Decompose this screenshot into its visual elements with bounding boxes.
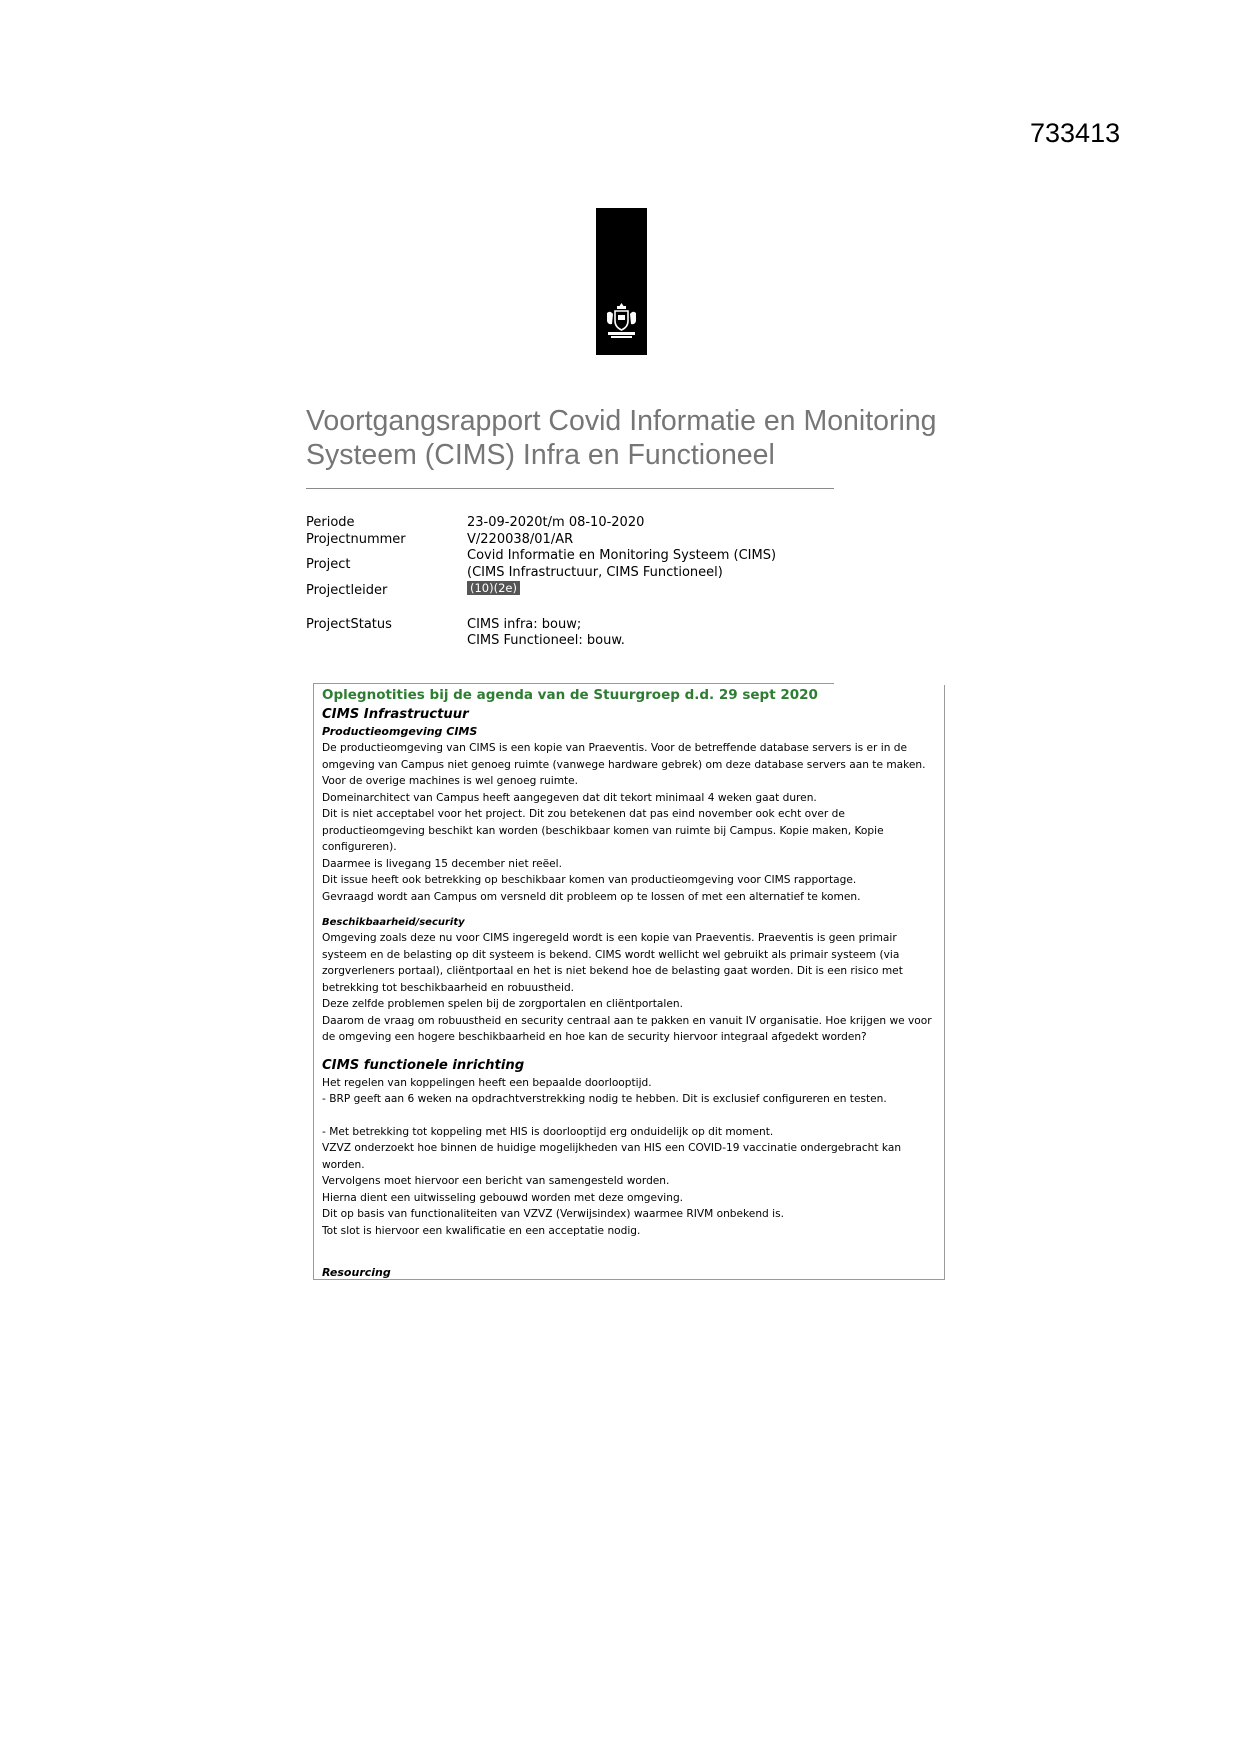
document-number: 733413 (1030, 118, 1121, 148)
paragraph: Dit issue heeft ook betrekking op beschikbaar komen van productieomgeving voor CIMS rapportage. (322, 874, 857, 886)
section-title-resourcing: Resourcing (322, 1266, 391, 1279)
paragraph: Deze zelfde problemen spelen bij de zorgportalen en cliëntportalen. (322, 998, 683, 1010)
redaction-badge: (10)(2e) (467, 581, 520, 595)
project-value-line1: Covid Informatie en Monitoring Systeem (CIMS) (467, 548, 777, 563)
spacer (322, 905, 937, 915)
subsection-beschikbaarheid: Beschikbaarheid/security (322, 917, 465, 928)
dutch-coat-of-arms-icon (604, 301, 639, 341)
projectnummer-label: Projectnummer (306, 532, 406, 547)
paragraph: - Met betrekking tot koppeling met HIS is doorlooptijd erg onduidelijk op dit moment. (322, 1125, 774, 1138)
spacer (322, 1239, 937, 1255)
paragraph: Daarmee is livegang 15 december niet reëel. (322, 857, 562, 870)
section-title-infra: CIMS Infrastructuur (322, 707, 469, 722)
paragraph: Dit is niet acceptabel voor het project. Dit zou betekenen dat pas eind november ook echt over de productieomgeving beschikt kan worden (beschikbaar komen van ruimte bij Campus. Kopie maken, Kopie configureren). (322, 808, 884, 853)
section-title-functioneel: CIMS functionele inrichting (322, 1057, 525, 1073)
rijksoverheid-logo (596, 208, 647, 355)
projectstatus-label: ProjectStatus (306, 617, 392, 632)
document-title: Voortgangsrapport Covid Informatie en Monitoring Systeem (CIMS) Infra en Functioneel (306, 405, 937, 471)
periode-label: Periode (306, 515, 355, 530)
spacer (322, 1046, 937, 1056)
paragraph: Hierna dient een uitwisseling gebouwd worden met deze omgeving. (322, 1191, 684, 1204)
paragraph: Dit op basis van functionaliteiten van VZVZ (Verwijsindex) waarmee RIVM onbekend is. (322, 1208, 784, 1220)
paragraph: VZVZ onderzoekt hoe binnen de huidige mogelijkheden van HIS een COVID-19 vaccinatie ondergebracht kan worden. (322, 1142, 902, 1171)
paragraph: Omgeving zoals deze nu voor CIMS ingeregeld wordt is een kopie van Praeventis. Praeventis is geen primair systeem en de belasting op dit systeem is bekend. CIMS wordt wellicht wel gebruikt als primair systeem (via zorgverleners portaal), cliëntportaal en het is niet bekend hoe de belasting gaat worden. Dit is een risico met betrekking tot beschikbaarheid en robuustheid. (322, 932, 903, 994)
projectleider-label: Projectleider (306, 583, 388, 598)
projectstatus-value-line2: CIMS Functioneel: bouw. (467, 633, 625, 648)
projectnummer-value: V/220038/01/AR (467, 532, 574, 547)
projectleider-value (467, 581, 520, 597)
periode-value: 23-09-2020t/m 08-10-2020 (467, 515, 645, 530)
paragraph: Tot slot is hiervoor een kwalificatie en een acceptatie nodig. (322, 1224, 641, 1237)
paragraph: De productieomgeving van CIMS is een kopie van Praeventis. Voor de betreffende database servers is er in de omgeving van Campus niet genoeg ruimte (vanwege hardware gebrek) om deze database servers aan te maken. Voor de overige machines is wel genoeg ruimte. (322, 742, 926, 787)
project-value-line2: (CIMS Infrastructuur, CIMS Functioneel) (467, 565, 723, 580)
paragraph: Daarom de vraag om robuustheid en security centraal aan te pakken en vanuit IV organisatie. Hoe krijgen we voor de omgeving een hogere beschikbaarheid en hoe kan de security hiervoor integraal afgedekt worden? (322, 1014, 932, 1043)
subsection-productieomgeving: Productieomgeving CIMS (322, 725, 478, 738)
spacer (322, 1255, 937, 1265)
notes-content (322, 685, 937, 1281)
title-divider (306, 488, 834, 489)
paragraph: Het regelen van koppelingen heeft een bepaalde doorlooptijd. (322, 1076, 652, 1089)
paragraph: - BRP geeft aan 6 weken na opdrachtverstrekking nodig te hebben. Dit is exclusief configureren en testen. (322, 1093, 887, 1105)
projectstatus-value-line1: CIMS infra: bouw; (467, 617, 582, 632)
project-label: Project (306, 557, 351, 572)
notes-heading: Oplegnotities bij de agenda van de Stuurgroep d.d. 29 sept 2020 (322, 687, 818, 703)
paragraph: Domeinarchitect van Campus heeft aangegeven dat dit tekort minimaal 4 weken gaat duren. (322, 791, 817, 804)
paragraph: Gevraagd wordt aan Campus om versneld dit probleem op te lossen of met een alternatief te komen. (322, 890, 861, 903)
paragraph: Vervolgens moet hiervoor een bericht van samengesteld worden. (322, 1175, 670, 1187)
spacer (322, 1108, 937, 1124)
